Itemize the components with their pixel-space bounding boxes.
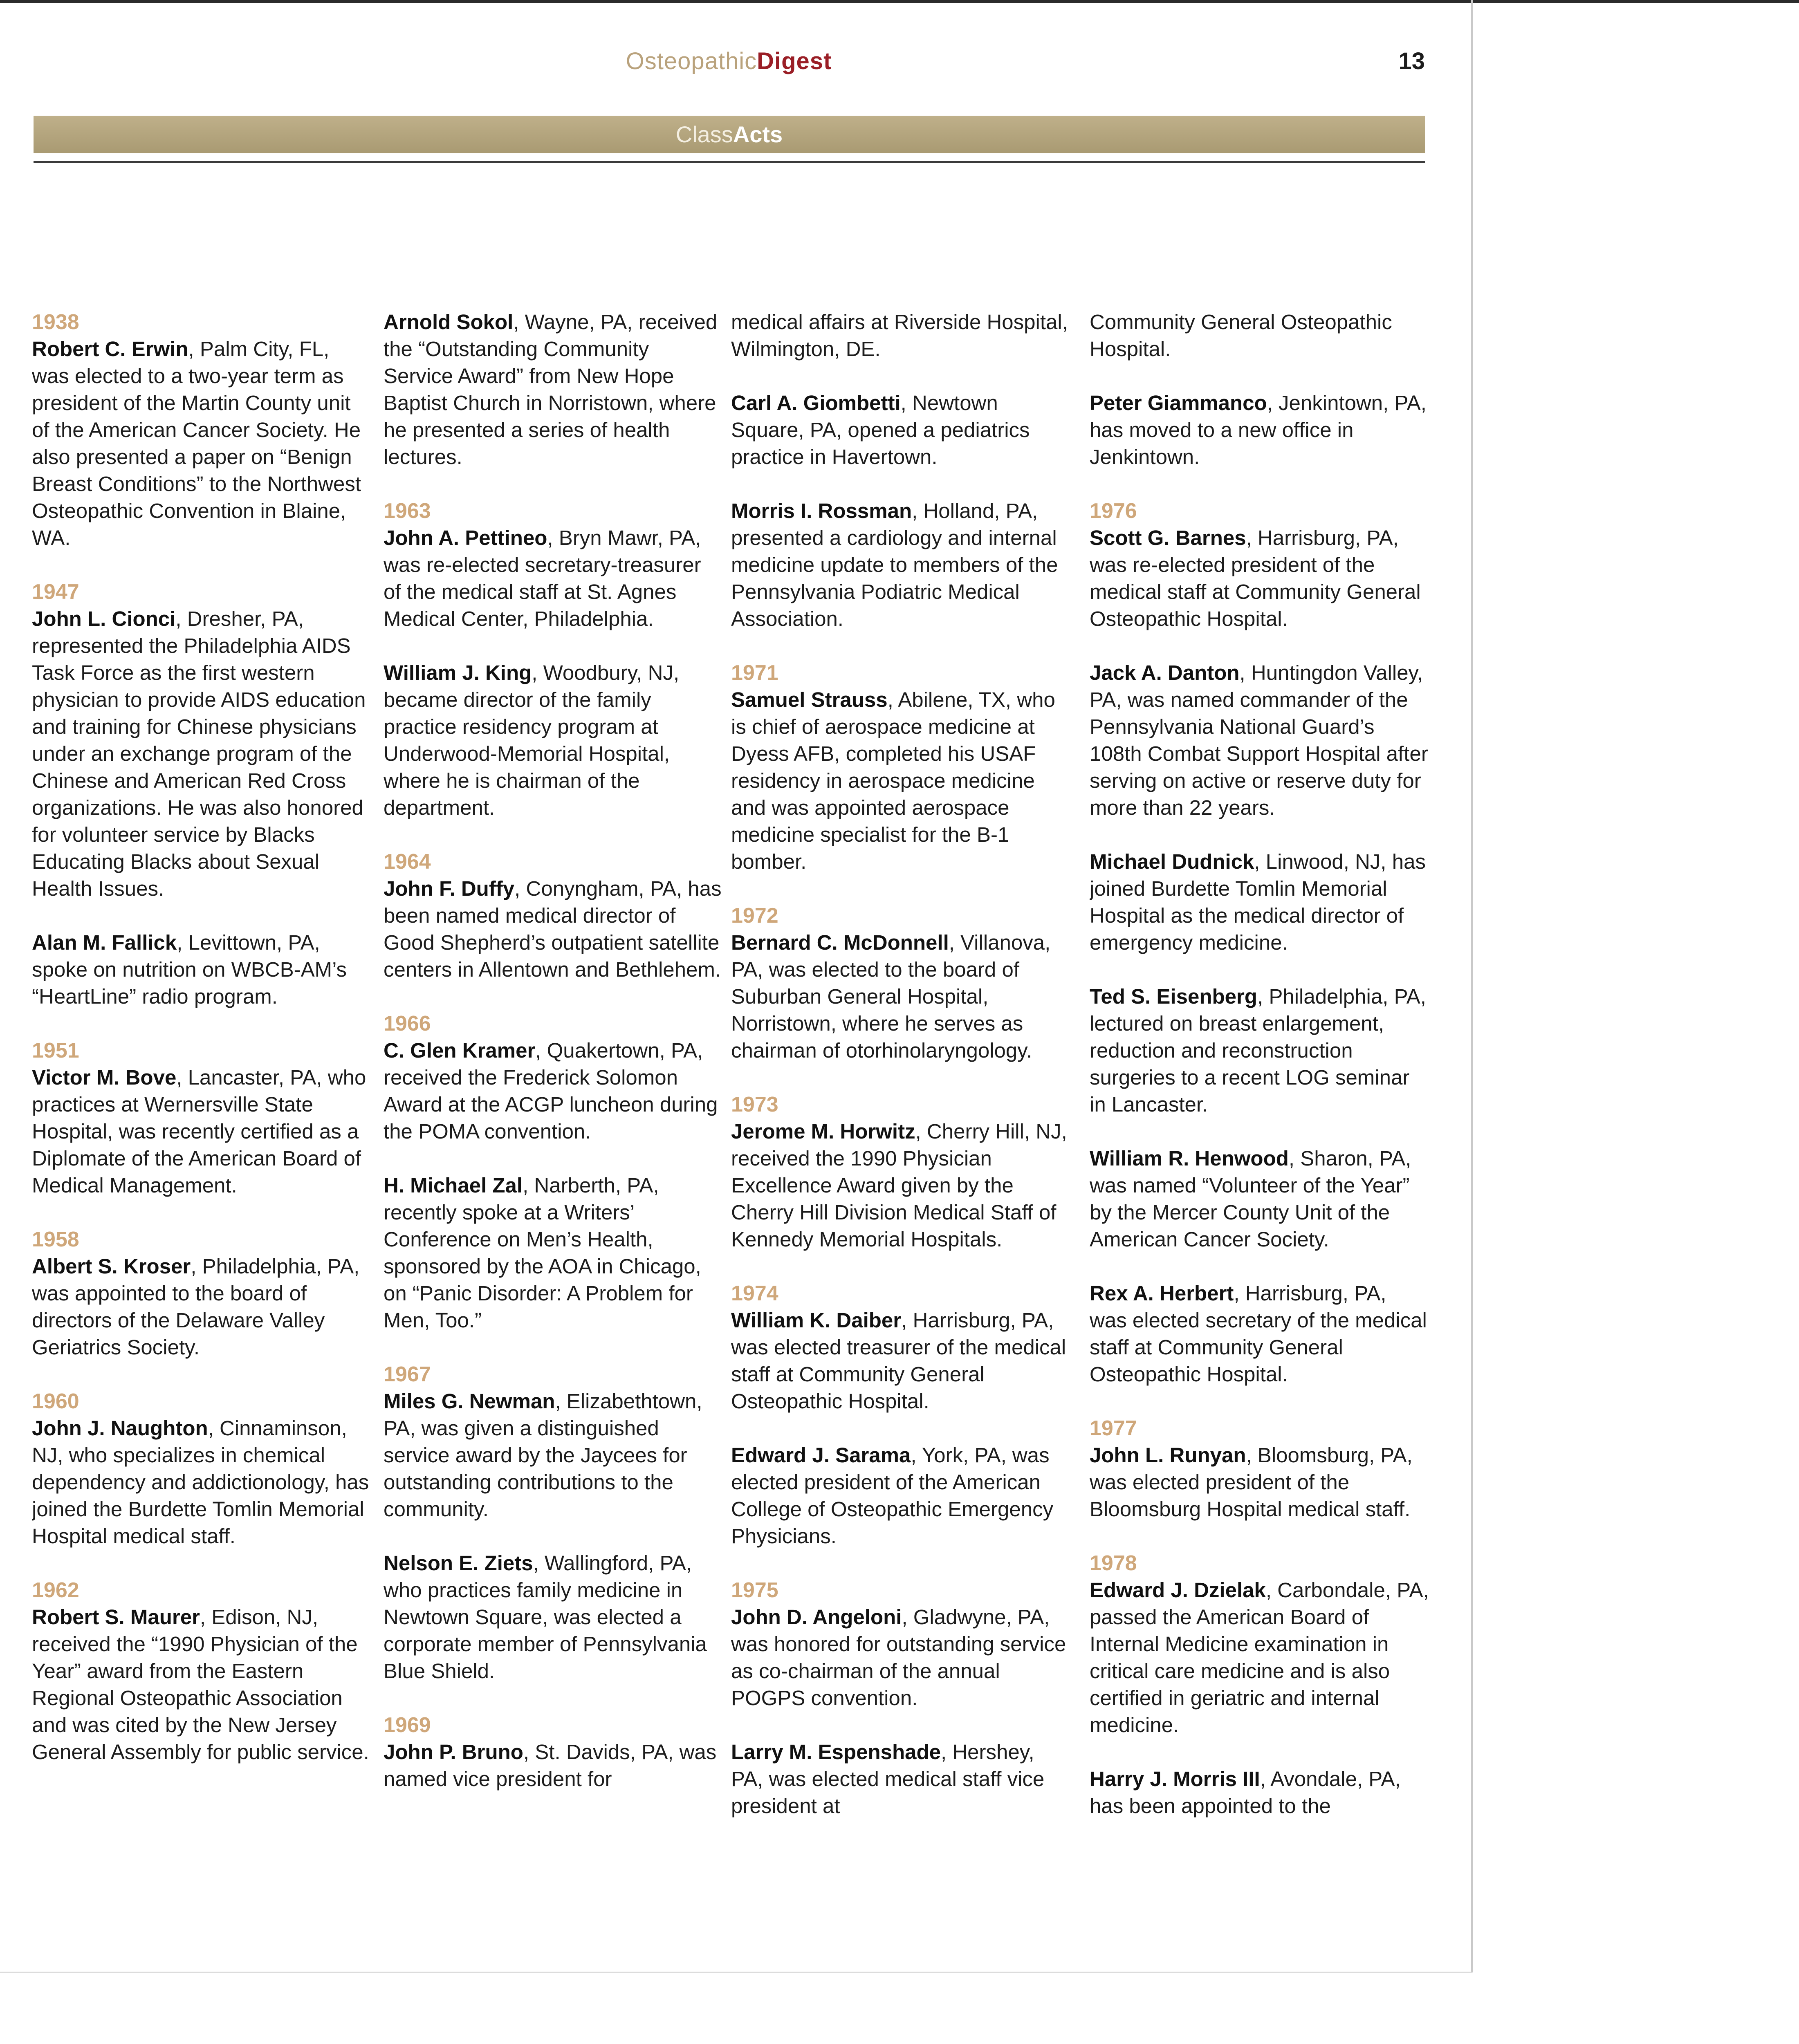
class-note-entry xyxy=(1090,1577,1429,1739)
section-title-light: Class xyxy=(675,121,733,147)
entry-text: , York, PA, was elected president of the American College of Osteopathic Emergency Physicians. xyxy=(731,1443,1054,1548)
class-note-entry xyxy=(731,1307,1070,1415)
entry-text: , Bryn Mawr, PA, was re-elected secretary-treasurer of the medical staff at St. Agnes Medical Center, Philadelphia. xyxy=(384,526,701,630)
class-note-entry xyxy=(384,875,723,983)
entry-text: , Lancaster, PA, who practices at Wernersville State Hospital, was recently certified as a Diplomate of the American Board of Medical Management. xyxy=(32,1066,366,1197)
class-note-entry xyxy=(731,1442,1070,1550)
class-note-entry xyxy=(731,1604,1070,1712)
class-note-entry xyxy=(384,659,723,821)
alumnus-name: Harry J. Morris III xyxy=(1090,1767,1260,1791)
alumnus-name: William R. Henwood xyxy=(1090,1147,1289,1170)
alumnus-name: C. Glen Kramer xyxy=(384,1039,536,1062)
entry-text: , Elizabethtown, PA, was given a distinguished service award by the Jaycees for outstanding contributions to the community. xyxy=(384,1390,702,1521)
alumnus-name: Miles G. Newman xyxy=(384,1390,555,1413)
alumnus-name: Larry M. Espenshade xyxy=(731,1740,941,1764)
entry-text: , Conyngham, PA, has been named medical director of Good Shepherd’s outpatient satellite centers in Allentown and Bethlehem. xyxy=(384,877,722,981)
class-year-heading: 1962 xyxy=(32,1578,79,1602)
class-note-entry xyxy=(32,1253,371,1361)
class-year-heading: 1978 xyxy=(1090,1551,1137,1575)
section-banner xyxy=(34,116,1425,153)
entry-text: , Hershey, PA, was elected medical staff vice president at xyxy=(731,1740,1045,1818)
entry-text: , St. Davids, PA, was named vice president for xyxy=(384,1740,717,1791)
class-year-heading: 1967 xyxy=(384,1363,431,1386)
alumnus-name: Albert S. Kroser xyxy=(32,1255,191,1278)
column-2 xyxy=(384,309,723,1944)
entry-text: , Philadelphia, PA, was appointed to the board of directors of the Delaware Valley Geriatrics Society. xyxy=(32,1255,360,1359)
entry-text: , Levittown, PA, spoke on nutrition on WBCB-AM’s “HeartLine” radio program. xyxy=(32,931,347,1008)
entry-text: , Dresher, PA, represented the Philadelphia AIDS Task Force as the first western physician to provide AIDS education and training for Chinese physicians under an exchange program of the Chinese and American Red Cross organizations. He was also honored for volunteer service by Blacks Educating Blacks about Sexual Health Issues. xyxy=(32,607,366,900)
masthead-light: Osteopathic xyxy=(626,48,757,74)
alumnus-name: John L. Runyan xyxy=(1090,1443,1246,1467)
class-note-entry xyxy=(1090,1766,1429,1820)
alumnus-name: Bernard C. McDonnell xyxy=(731,931,949,954)
alumnus-name: Scott G. Barnes xyxy=(1090,526,1246,549)
alumnus-name: Morris I. Rossman xyxy=(731,499,912,522)
entry-text: , Woodbury, NJ, became director of the family practice residency program at Underwood-Memorial Hospital, where he is chairman of the department. xyxy=(384,661,680,819)
class-note-entry xyxy=(32,1064,371,1199)
alumnus-name: John F. Duffy xyxy=(384,877,515,900)
entry-text: , Avondale, PA, has been appointed to the xyxy=(1090,1767,1401,1818)
alumnus-name: Carl A. Giombetti xyxy=(731,391,901,415)
class-year-heading: 1960 xyxy=(32,1390,79,1413)
entry-text: , Cherry Hill, NJ, received the 1990 Physician Excellence Award given by the Cherry Hill Division Medical Staff of Kennedy Memorial Hospitals. xyxy=(731,1120,1067,1251)
alumnus-name: Arnold Sokol xyxy=(384,310,514,334)
entry-text: , Philadelphia, PA, lectured on breast enlargement, reduction and reconstruction surgeries to a recent LOG seminar in Lancaster. xyxy=(1090,985,1426,1116)
entry-text: , Linwood, NJ, has joined Burdette Tomlin Memorial Hospital as the medical director of emergency medicine. xyxy=(1090,850,1426,954)
class-note-entry xyxy=(384,1388,723,1523)
class-note-entry xyxy=(731,390,1070,471)
class-note-entry xyxy=(32,929,371,1010)
class-year-heading: 1972 xyxy=(731,904,778,928)
alumnus-name: Ted S. Eisenberg xyxy=(1090,985,1257,1008)
entry-text: , Wayne, PA, received the “Outstanding Community Service Award” from New Hope Baptist Church in Norristown, where he presented a series of health lectures. xyxy=(384,310,718,468)
alumnus-name: Michael Dudnick xyxy=(1090,850,1254,873)
entry-text: , Newtown Square, PA, opened a pediatrics practice in Havertown. xyxy=(731,391,1030,468)
class-note-entry xyxy=(384,1037,723,1145)
class-year-heading: 1976 xyxy=(1090,499,1137,523)
alumnus-name: Peter Giammanco xyxy=(1090,391,1267,415)
entry-text: , Wallingford, PA, who practices family medicine in Newtown Square, was elected a corporate member of Pennsylvania Blue Shield. xyxy=(384,1551,707,1683)
alumnus-name: Jerome M. Horwitz xyxy=(731,1120,915,1143)
class-year-heading: 1966 xyxy=(384,1012,431,1035)
alumnus-name: Nelson E. Ziets xyxy=(384,1551,533,1575)
class-year-heading: 1969 xyxy=(384,1713,431,1737)
scan-edge-right xyxy=(1471,0,1473,1972)
entry-text: , Palm City, FL, was elected to a two-year term as president of the Martin County unit of the American Cancer Society. He also presented a paper on “Benign Breast Conditions” to the Northwest Osteopathic Convention in Blaine, WA. xyxy=(32,337,361,549)
column-4 xyxy=(1090,309,1429,1944)
entry-text: , Narberth, PA, recently spoke at a Writers’ Conference on Men’s Health, sponsored by the AOA in Chicago, on “Panic Disorder: A Problem for Men, Too.” xyxy=(384,1174,701,1332)
entry-text: , Quakertown, PA, received the Frederick Solomon Award at the ACGP luncheon during the POMA convention. xyxy=(384,1039,718,1143)
class-year-heading: 1951 xyxy=(32,1039,79,1062)
entry-text: , Holland, PA, presented a cardiology and internal medicine update to members of the Pennsylvania Podiatric Medical Association. xyxy=(731,499,1058,630)
class-note-entry xyxy=(384,1550,723,1685)
alumnus-name: John P. Bruno xyxy=(384,1740,523,1764)
entry-text: , Bloomsburg, PA, was elected president of the Bloomsburg Hospital medical staff. xyxy=(1090,1443,1413,1521)
class-note-entry xyxy=(731,498,1070,632)
class-note-entry xyxy=(384,1739,723,1793)
class-year-heading: 1958 xyxy=(32,1228,79,1251)
entry-text: , Abilene, TX, who is chief of aerospace medicine at Dyess AFB, completed his USAF residency in aerospace medicine and was appointed aerospace medicine specialist for the B-1 bomber. xyxy=(731,688,1055,873)
entry-text: , Cinnaminson, NJ, who specializes in chemical dependency and addictionology, has joined the Burdette Tomlin Memorial Hospital medical staff. xyxy=(32,1416,369,1548)
class-note-entry xyxy=(32,1604,371,1766)
class-note-entry xyxy=(1090,1280,1429,1388)
class-note-entry xyxy=(1090,1145,1429,1253)
entry-text: , Gladwyne, PA, was honored for outstanding service as co-chairman of the annual POGPS convention. xyxy=(731,1605,1066,1710)
entry-text: , Harrisburg, PA, was re-elected president of the medical staff at Community General Osteopathic Hospital. xyxy=(1090,526,1421,630)
class-note-entry xyxy=(32,1415,371,1550)
section-rule xyxy=(34,161,1425,163)
publication-masthead xyxy=(33,41,1425,82)
class-year-heading: 1974 xyxy=(731,1282,778,1305)
class-year-heading: 1964 xyxy=(384,850,431,874)
alumnus-name: Victor M. Bove xyxy=(32,1066,177,1089)
class-note-entry xyxy=(1090,983,1429,1118)
alumnus-name: Alan M. Fallick xyxy=(32,931,177,954)
alumnus-name: Edward J. Sarama xyxy=(731,1443,911,1467)
entry-text: , Sharon, PA, was named “Volunteer of the Year” by the Mercer County Unit of the American Cancer Society. xyxy=(1090,1147,1411,1251)
alumnus-name: Robert S. Maurer xyxy=(32,1605,200,1629)
class-note-entry xyxy=(731,1118,1070,1253)
entry-text: medical affairs at Riverside Hospital, Wilmington, DE. xyxy=(731,310,1068,361)
class-year-heading: 1973 xyxy=(731,1093,778,1116)
entry-text: , Huntingdon Valley, PA, was named commander of the Pennsylvania National Guard’s 108th Combat Support Hospital after serving on active or reserve duty for more than 22 years. xyxy=(1090,661,1428,819)
class-note-entry xyxy=(1090,390,1429,471)
entry-text: , Carbondale, PA, passed the American Board of Internal Medicine examination in critical care medicine and is also certified in geriatric and internal medicine. xyxy=(1090,1578,1429,1737)
entry-text: , Edison, NJ, received the “1990 Physician of the Year” award from the Eastern Regional Osteopathic Association and was cited by the New Jersey General Assembly for public service. xyxy=(32,1605,369,1764)
class-note-entry xyxy=(384,524,723,632)
alumnus-name: John D. Angeloni xyxy=(731,1605,902,1629)
class-note-entry xyxy=(731,929,1070,1064)
class-note-entry xyxy=(1090,1442,1429,1523)
page-number: 13 xyxy=(1398,48,1425,74)
class-year-heading: 1975 xyxy=(731,1578,778,1602)
alumnus-name: William K. Daiber xyxy=(731,1309,902,1332)
class-note-entry xyxy=(1090,309,1429,363)
class-note-entry xyxy=(731,686,1070,875)
class-note-entry xyxy=(1090,848,1429,956)
alumnus-name: H. Michael Zal xyxy=(384,1174,523,1197)
alumnus-name: John L. Cionci xyxy=(32,607,176,630)
class-note-entry xyxy=(731,1739,1070,1820)
entry-text: , Harrisburg, PA, was elected treasurer of the medical staff at Community General Osteopathic Hospital. xyxy=(731,1309,1066,1413)
class-note-entry xyxy=(1090,659,1429,821)
masthead-bold: Digest xyxy=(757,48,832,74)
class-note-entry xyxy=(384,1172,723,1334)
entry-text: Community General Osteopathic Hospital. xyxy=(1090,310,1392,361)
alumnus-name: Edward J. Dzielak xyxy=(1090,1578,1266,1602)
class-year-heading: 1963 xyxy=(384,499,431,523)
alumnus-name: Samuel Strauss xyxy=(731,688,888,711)
alumnus-name: Rex A. Herbert xyxy=(1090,1282,1234,1305)
class-year-heading: 1938 xyxy=(32,310,79,334)
column-1 xyxy=(32,309,371,1944)
scan-edge-bottom xyxy=(0,1972,1472,1973)
class-year-heading: 1977 xyxy=(1090,1416,1137,1440)
section-title-bold: Acts xyxy=(733,121,783,147)
class-year-heading: 1971 xyxy=(731,661,778,685)
alumnus-name: Robert C. Erwin xyxy=(32,337,188,361)
class-note-entry xyxy=(32,336,371,551)
class-year-heading: 1947 xyxy=(32,580,79,604)
column-3 xyxy=(731,309,1070,1944)
class-note-entry xyxy=(384,309,723,471)
alumnus-name: John A. Pettineo xyxy=(384,526,547,549)
alumnus-name: Jack A. Danton xyxy=(1090,661,1240,684)
entry-text: , Villanova, PA, was elected to the board of Suburban General Hospital, Norristown, where he serves as chairman of otorhinolaryngology. xyxy=(731,931,1051,1062)
scan-edge-top xyxy=(0,0,1799,3)
entry-text: , Jenkintown, PA, has moved to a new office in Jenkintown. xyxy=(1090,391,1427,468)
class-note-entry xyxy=(32,605,371,902)
entry-text: , Harrisburg, PA, was elected secretary of the medical staff at Community General Osteopathic Hospital. xyxy=(1090,1282,1427,1386)
alumnus-name: William J. King xyxy=(384,661,532,684)
class-note-entry xyxy=(731,309,1070,363)
class-note-entry xyxy=(1090,524,1429,632)
alumnus-name: John J. Naughton xyxy=(32,1416,208,1440)
